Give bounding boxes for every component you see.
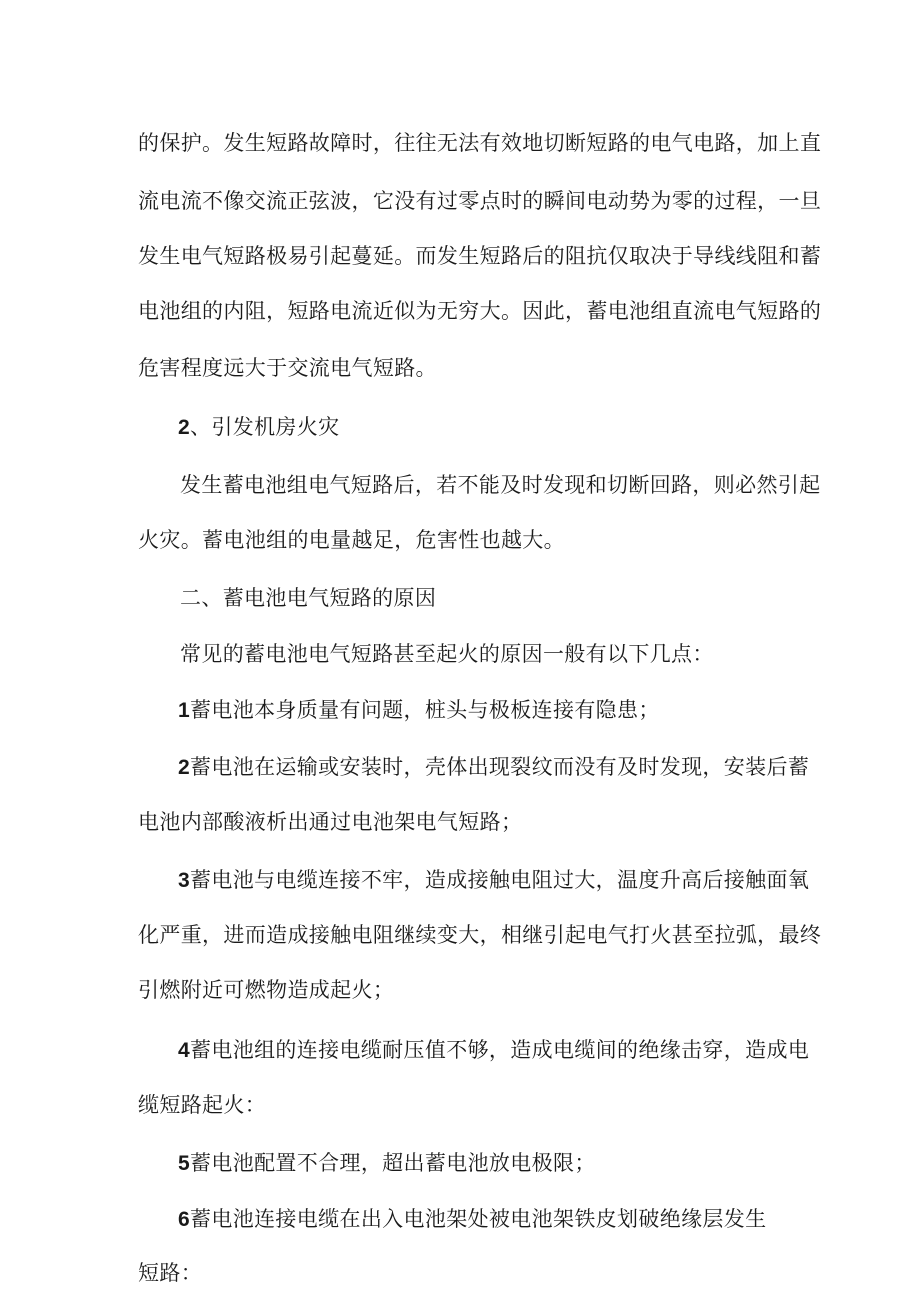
list-item-4-cont: 缆短路起火： (138, 1093, 267, 1117)
list-item-3: 3蓄电池与电缆连接不牢，造成接触电阻过大，温度升高后接触面氧 (178, 868, 810, 892)
text-line-1: 的保护。发生短路故障时，往往无法有效地切断短路的电气电路，加上直 (138, 131, 822, 155)
list-item-1: 1蓄电池本身质量有问题，桩头与极板连接有隐患； (178, 698, 660, 722)
list-item-6: 6蓄电池连接电缆在出入电池架处被电池架铁皮划破绝缘层发生 (178, 1207, 767, 1231)
list-item-5: 5蓄电池配置不合理，超出蓄电池放电极限； (178, 1151, 596, 1175)
text-line-7: 发生蓄电池组电气短路后，若不能及时发现和切断回路，则必然引起 (180, 473, 821, 497)
list-item-2-cont: 电池内部酸液析出通过电池架电气短路； (138, 810, 523, 834)
text-line-10: 常见的蓄电池电气短路甚至起火的原因一般有以下几点： (180, 642, 714, 666)
text-line-5: 危害程度远大于交流电气短路。 (138, 356, 437, 380)
list-item-6-cont: 短路： (138, 1261, 203, 1285)
text-line-8: 火灾。蓄电池组的电量越足，危害性也越大。 (138, 528, 565, 552)
text-line-4: 电池组的内阻，短路电流近似为无穷大。因此，蓄电池组直流电气短路的 (138, 299, 822, 323)
section-heading-2: 2、引发机房火灾 (178, 415, 340, 439)
text-line-3: 发生电气短路极易引起蔓延。而发生短路后的阻抗仅取决于导线线阻和蓄 (138, 244, 822, 268)
list-item-3-cont-2: 引燃附近可燃物造成起火； (138, 978, 395, 1002)
text-line-2: 流电流不像交流正弦波，它没有过零点时的瞬间电动势为零的过程，一旦 (138, 189, 822, 213)
list-item-3-cont-1: 化严重，进而造成接触电阻继续变大，相继引起电气打火甚至拉弧，最终 (138, 923, 822, 947)
section-heading-cause: 二、蓄电池电气短路的原因 (180, 586, 437, 610)
list-item-4: 4蓄电池组的连接电缆耐压值不够，造成电缆间的绝缘击穿，造成电 (178, 1038, 810, 1062)
list-item-2: 2蓄电池在运输或安装时，壳体出现裂纹而没有及时发现，安装后蓄 (178, 755, 810, 779)
